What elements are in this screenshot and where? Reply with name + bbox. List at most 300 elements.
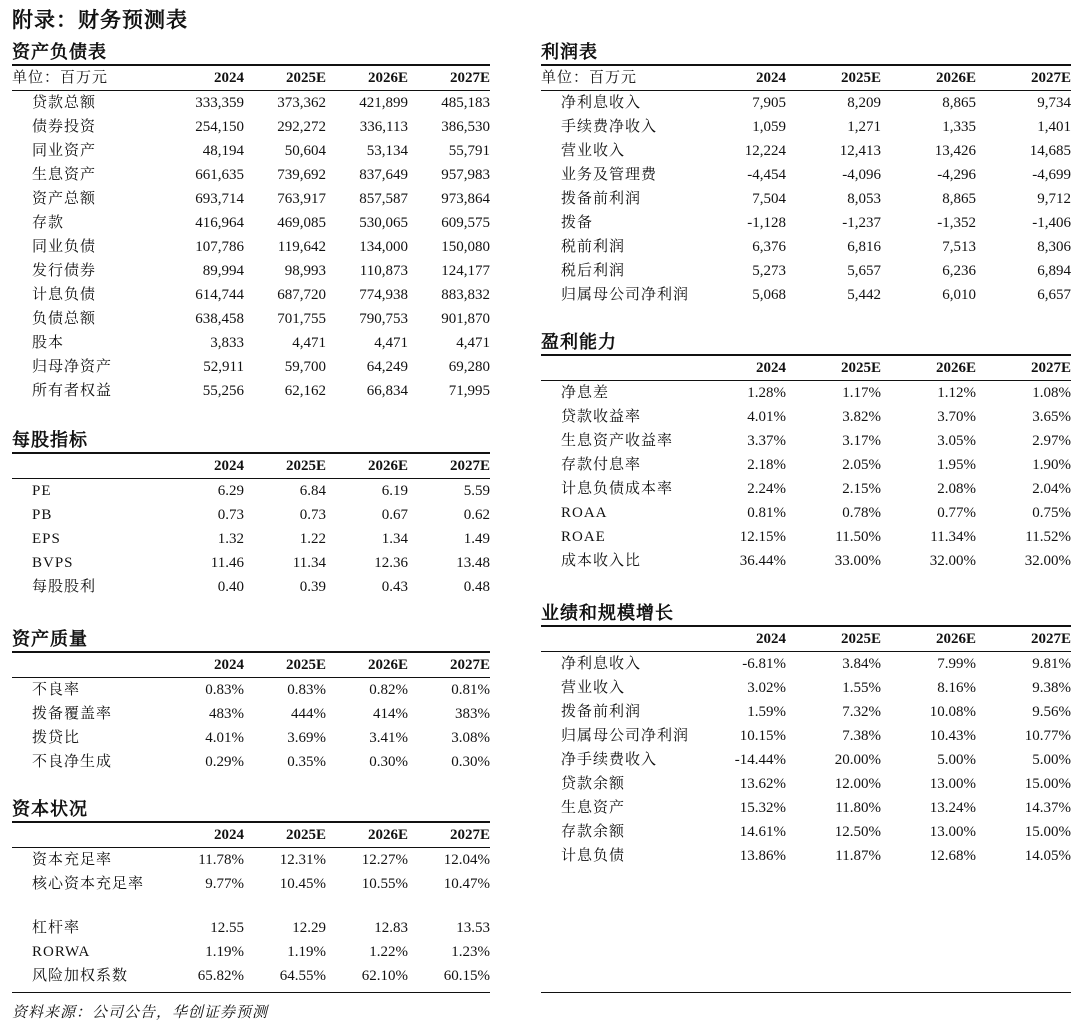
cell-value: 13.62% <box>739 776 786 792</box>
row-label: 净手续费收入 <box>561 752 658 768</box>
year-header: 2025E <box>285 70 326 86</box>
cell-value: 3.65% <box>1032 409 1071 425</box>
cell-value: 8,865 <box>942 191 976 207</box>
table-row <box>12 726 490 750</box>
unit-label <box>541 356 691 381</box>
table-row <box>12 940 490 964</box>
year-header: 2024 <box>756 70 786 86</box>
cell-value: 7,905 <box>752 95 786 111</box>
cell-value: 1.17% <box>842 385 881 401</box>
row-label: 同业负债 <box>32 239 97 255</box>
unit-label: 单位：百万元 <box>12 70 109 86</box>
cell-value: 661,635 <box>195 167 244 183</box>
cell-value: 421,899 <box>359 95 408 111</box>
unit-label: 单位：百万元 <box>541 70 638 86</box>
cell-value: 1.28% <box>747 385 786 401</box>
cell-value: 48,194 <box>202 143 244 159</box>
cell-value: 36.44% <box>739 553 786 569</box>
year-header: 2027E <box>449 827 490 843</box>
cell-value: 3,833 <box>210 335 244 351</box>
row-label: 同业资产 <box>32 143 97 159</box>
cell-value: 2.08% <box>937 481 976 497</box>
cell-value: 614,744 <box>195 287 244 303</box>
cell-value: 1.22 <box>299 531 326 547</box>
year-header: 2027E <box>1030 360 1071 376</box>
table-header-row <box>12 653 490 678</box>
table-row <box>541 405 1071 429</box>
cell-value: 9.81% <box>1032 656 1071 672</box>
table-row <box>12 872 490 896</box>
cell-value: 14.61% <box>739 824 786 840</box>
table-row <box>541 429 1071 453</box>
cell-value: 0.78% <box>842 505 881 521</box>
year-header: 2024 <box>214 458 244 474</box>
cell-value: 336,113 <box>359 119 408 135</box>
cell-value: 7.99% <box>937 656 976 672</box>
cell-value: 5.59 <box>463 483 490 499</box>
table-row <box>12 115 490 139</box>
cell-value: 10.47% <box>443 876 490 892</box>
cell-value: 11.78% <box>198 852 244 868</box>
row-label: 拨备覆盖率 <box>32 706 113 722</box>
cell-value: 5.00% <box>1032 752 1071 768</box>
cell-value: 64.55% <box>279 968 326 984</box>
cell-value: 0.83% <box>287 682 326 698</box>
cell-value: 8.16% <box>937 680 976 696</box>
cell-value: 60.15% <box>443 968 490 984</box>
row-label: 资本充足率 <box>32 852 113 868</box>
year-header: 2025E <box>285 827 326 843</box>
table-row <box>541 163 1071 187</box>
table-row <box>541 187 1071 211</box>
year-header: 2024 <box>756 360 786 376</box>
cell-value: 12.29 <box>292 920 326 936</box>
cell-value: 13.24% <box>929 800 976 816</box>
cell-value: 883,832 <box>441 287 490 303</box>
cell-value: 6,816 <box>847 239 881 255</box>
table-row <box>12 235 490 259</box>
cell-value: -14.44% <box>734 752 786 768</box>
table-header-row <box>12 823 490 848</box>
cell-value: 20.00% <box>834 752 881 768</box>
cell-value: 9.56% <box>1032 704 1071 720</box>
cell-value: 9,712 <box>1037 191 1071 207</box>
cell-value: 4.01% <box>747 409 786 425</box>
row-label: 所有者权益 <box>32 383 113 399</box>
row-label: 营业收入 <box>561 143 626 159</box>
growth-table <box>541 627 1071 868</box>
cell-value: 2.18% <box>747 457 786 473</box>
year-header: 2025E <box>840 360 881 376</box>
cell-value: 66,834 <box>366 383 408 399</box>
table-row <box>541 796 1071 820</box>
cell-value: 469,085 <box>277 215 326 231</box>
row-label: 不良净生成 <box>32 754 113 770</box>
row-label: 税后利润 <box>561 263 626 279</box>
balance-sheet-table <box>12 66 490 403</box>
cell-value: 1.19% <box>205 944 244 960</box>
year-header: 2025E <box>840 70 881 86</box>
per-share-title: 每股指标 <box>12 428 490 454</box>
cell-value: 12.00% <box>834 776 881 792</box>
cell-value: 3.82% <box>842 409 881 425</box>
cell-value: 33.00% <box>834 553 881 569</box>
row-label: ROAE <box>561 529 606 545</box>
row-label: 拨贷比 <box>32 730 81 746</box>
cell-value: 3.84% <box>842 656 881 672</box>
cell-value: 383% <box>455 706 490 722</box>
row-label: 计息负债 <box>32 287 97 303</box>
cell-value: 7,513 <box>942 239 976 255</box>
row-label: 不良率 <box>32 682 81 698</box>
unit-label <box>541 627 691 652</box>
cell-value: 254,150 <box>195 119 244 135</box>
cell-value: 857,587 <box>359 191 408 207</box>
table-row <box>12 916 490 940</box>
cell-value: 1.90% <box>1032 457 1071 473</box>
balance-sheet-section <box>12 40 490 403</box>
capital-title: 资本状况 <box>12 797 490 823</box>
cell-value: 9.38% <box>1032 680 1071 696</box>
cell-value: 59,700 <box>284 359 326 375</box>
cell-value: 386,530 <box>441 119 490 135</box>
cell-value: 1.19% <box>287 944 326 960</box>
row-label: 每股股利 <box>32 579 97 595</box>
spacer-row <box>12 896 490 916</box>
growth-title: 业绩和规模增长 <box>541 601 1071 627</box>
cell-value: -4,699 <box>1032 167 1071 183</box>
cell-value: 8,053 <box>847 191 881 207</box>
cell-value: 1.55% <box>842 680 881 696</box>
cell-value: 0.30% <box>369 754 408 770</box>
table-row <box>12 91 490 116</box>
cell-value: 1.22% <box>369 944 408 960</box>
row-label: 贷款总额 <box>32 95 97 111</box>
cell-value: 333,359 <box>195 95 244 111</box>
cell-value: 124,177 <box>441 263 490 279</box>
row-label: 存款余额 <box>561 824 626 840</box>
cell-value: 3.05% <box>937 433 976 449</box>
cell-value: 4,471 <box>456 335 490 351</box>
year-header: 2025E <box>840 631 881 647</box>
cell-value: 9,734 <box>1037 95 1071 111</box>
cell-value: 13.00% <box>929 776 976 792</box>
cell-value: 530,065 <box>359 215 408 231</box>
cell-value: 1,401 <box>1037 119 1071 135</box>
cell-value: 1.32 <box>217 531 244 547</box>
row-label: PE <box>32 483 52 499</box>
year-header: 2027E <box>1030 631 1071 647</box>
row-label: 归属母公司净利润 <box>561 728 690 744</box>
cell-value: 89,994 <box>202 263 244 279</box>
cell-value: -4,454 <box>747 167 786 183</box>
cell-value: 1,335 <box>942 119 976 135</box>
row-label: 生息资产收益率 <box>561 433 674 449</box>
table-row <box>12 527 490 551</box>
row-label: 存款 <box>32 215 65 231</box>
cell-value: 55,256 <box>202 383 244 399</box>
cell-value: 1.23% <box>451 944 490 960</box>
cell-value: 6,657 <box>1037 287 1071 303</box>
table-row <box>541 549 1071 573</box>
row-label: 债券投资 <box>32 119 97 135</box>
cell-value: 10.77% <box>1024 728 1071 744</box>
table-row <box>541 91 1071 116</box>
cell-value: 15.00% <box>1024 824 1071 840</box>
row-label: 拨备前利润 <box>561 191 642 207</box>
row-label: 计息负债 <box>561 848 626 864</box>
profitability-table <box>541 356 1071 573</box>
row-label: 计息负债成本率 <box>561 481 674 497</box>
cell-value: 150,080 <box>441 239 490 255</box>
cell-value: 1,271 <box>847 119 881 135</box>
income-table <box>541 66 1071 307</box>
row-label: 核心资本充足率 <box>32 876 145 892</box>
row-label: 拨备前利润 <box>561 704 642 720</box>
cell-value: 373,362 <box>277 95 326 111</box>
cell-value: 2.97% <box>1032 433 1071 449</box>
unit-label <box>12 454 162 479</box>
table-row <box>12 307 490 331</box>
row-label: 股本 <box>32 335 65 351</box>
row-label: 归属母公司净利润 <box>561 287 690 303</box>
year-header: 2026E <box>935 631 976 647</box>
left-bottom-rule <box>12 992 490 993</box>
cell-value: 64,249 <box>366 359 408 375</box>
table-row <box>541 259 1071 283</box>
cell-value: 3.37% <box>747 433 786 449</box>
row-label: 手续费净收入 <box>561 119 658 135</box>
cell-value: 11.46 <box>210 555 244 571</box>
cell-value: 5.00% <box>937 752 976 768</box>
cell-value: 10.15% <box>739 728 786 744</box>
cell-value: 0.83% <box>205 682 244 698</box>
cell-value: 62.10% <box>361 968 408 984</box>
table-row <box>12 187 490 211</box>
year-header: 2026E <box>935 70 976 86</box>
cell-value: 12.31% <box>279 852 326 868</box>
cell-value: 12.68% <box>929 848 976 864</box>
cell-value: 12.36 <box>374 555 408 571</box>
per-share-table <box>12 454 490 599</box>
cell-value: 2.04% <box>1032 481 1071 497</box>
cell-value: 12,224 <box>744 143 786 159</box>
table-row <box>541 700 1071 724</box>
row-label: ROAA <box>561 505 608 521</box>
cell-value: 14.37% <box>1024 800 1071 816</box>
table-row <box>12 139 490 163</box>
cell-value: 837,649 <box>359 167 408 183</box>
row-label: 拨备 <box>561 215 594 231</box>
table-row <box>541 844 1071 868</box>
row-label: 贷款收益率 <box>561 409 642 425</box>
table-row <box>541 283 1071 307</box>
cell-value: 5,442 <box>847 287 881 303</box>
cell-value: 12.83 <box>374 920 408 936</box>
row-label: 业务及管理费 <box>561 167 658 183</box>
cell-value: 119,642 <box>277 239 326 255</box>
row-label: 发行债券 <box>32 263 97 279</box>
row-label: RORWA <box>32 944 91 960</box>
cell-value: -1,237 <box>842 215 881 231</box>
year-header: 2024 <box>214 827 244 843</box>
profitability-section <box>541 330 1071 573</box>
cell-value: 957,983 <box>441 167 490 183</box>
cell-value: 8,865 <box>942 95 976 111</box>
page-title: 附录：财务预测表 <box>12 8 188 32</box>
cell-value: 14,685 <box>1029 143 1071 159</box>
capital-table <box>12 823 490 988</box>
cell-value: 1.59% <box>747 704 786 720</box>
cell-value: -4,096 <box>842 167 881 183</box>
table-row <box>12 259 490 283</box>
year-header: 2027E <box>449 70 490 86</box>
cell-value: 65.82% <box>197 968 244 984</box>
row-label: 营业收入 <box>561 680 626 696</box>
cell-value: 11.87% <box>835 848 881 864</box>
cell-value: 3.02% <box>747 680 786 696</box>
cell-value: 13.00% <box>929 824 976 840</box>
cell-value: 13.86% <box>739 848 786 864</box>
cell-value: 12.15% <box>739 529 786 545</box>
cell-value: 10.43% <box>929 728 976 744</box>
table-row <box>12 355 490 379</box>
cell-value: 11.34% <box>930 529 976 545</box>
table-header-row <box>12 66 490 91</box>
cell-value: 3.41% <box>369 730 408 746</box>
cell-value: 901,870 <box>441 311 490 327</box>
cell-value: 1.34 <box>381 531 408 547</box>
table-row <box>541 676 1071 700</box>
cell-value: 292,272 <box>277 119 326 135</box>
table-row <box>12 163 490 187</box>
cell-value: 763,917 <box>277 191 326 207</box>
table-row <box>541 820 1071 844</box>
cell-value: 71,995 <box>448 383 490 399</box>
cell-value: -1,352 <box>937 215 976 231</box>
cell-value: 4,471 <box>292 335 326 351</box>
row-label: EPS <box>32 531 61 547</box>
row-label: 负债总额 <box>32 311 97 327</box>
table-row <box>541 235 1071 259</box>
cell-value: 1.08% <box>1032 385 1071 401</box>
cell-value: 6,376 <box>752 239 786 255</box>
year-header: 2026E <box>367 458 408 474</box>
cell-value: 6,010 <box>942 287 976 303</box>
year-header: 2026E <box>935 360 976 376</box>
row-label: 税前利润 <box>561 239 626 255</box>
cell-value: 12.04% <box>443 852 490 868</box>
growth-section <box>541 601 1071 868</box>
asset-quality-table <box>12 653 490 774</box>
balance-sheet-title: 资产负债表 <box>12 40 490 66</box>
year-header: 2026E <box>367 827 408 843</box>
table-row <box>541 453 1071 477</box>
table-row <box>12 379 490 403</box>
cell-value: 12,413 <box>839 143 881 159</box>
table-row <box>12 702 490 726</box>
row-label: 净利息收入 <box>561 656 642 672</box>
row-label: 风险加权系数 <box>32 968 129 984</box>
cell-value: 2.15% <box>842 481 881 497</box>
table-row <box>12 964 490 988</box>
row-label: 生息资产 <box>561 800 626 816</box>
year-header: 2026E <box>367 70 408 86</box>
cell-value: 15.00% <box>1024 776 1071 792</box>
cell-value: 0.77% <box>937 505 976 521</box>
cell-value: 12.27% <box>361 852 408 868</box>
cell-value: 8,209 <box>847 95 881 111</box>
cell-value: 52,911 <box>203 359 244 375</box>
row-label: 归母净资产 <box>32 359 113 375</box>
cell-value: 1.95% <box>937 457 976 473</box>
year-header: 2024 <box>756 631 786 647</box>
cell-value: 693,714 <box>195 191 244 207</box>
cell-value: 3.08% <box>451 730 490 746</box>
table-header-row <box>541 627 1071 652</box>
table-header-row <box>541 356 1071 381</box>
unit-label <box>12 823 162 848</box>
cell-value: -1,128 <box>747 215 786 231</box>
cell-value: 701,755 <box>277 311 326 327</box>
cell-value: 416,964 <box>195 215 244 231</box>
cell-value: 3.17% <box>842 433 881 449</box>
table-row <box>12 551 490 575</box>
table-row <box>541 211 1071 235</box>
year-header: 2024 <box>214 657 244 673</box>
cell-value: 7,504 <box>752 191 786 207</box>
cell-value: 50,604 <box>284 143 326 159</box>
cell-value: 0.29% <box>205 754 244 770</box>
table-row <box>541 115 1071 139</box>
cell-value: 444% <box>291 706 326 722</box>
cell-value: 3.70% <box>937 409 976 425</box>
cell-value: 55,791 <box>448 143 490 159</box>
cell-value: 9.77% <box>205 876 244 892</box>
cell-value: -4,296 <box>937 167 976 183</box>
cell-value: 53,134 <box>366 143 408 159</box>
cell-value: 8,306 <box>1037 239 1071 255</box>
cell-value: 973,864 <box>441 191 490 207</box>
table-row <box>541 139 1071 163</box>
row-label: 贷款余额 <box>561 776 626 792</box>
table-row <box>541 772 1071 796</box>
table-header-row <box>541 66 1071 91</box>
cell-value: 13,426 <box>934 143 976 159</box>
cell-value: 0.75% <box>1032 505 1071 521</box>
cell-value: 5,657 <box>847 263 881 279</box>
year-header: 2024 <box>214 70 244 86</box>
table-row <box>12 848 490 873</box>
year-header: 2025E <box>285 458 326 474</box>
cell-value: 0.43 <box>381 579 408 595</box>
table-row <box>12 331 490 355</box>
row-label: 资产总额 <box>32 191 97 207</box>
cell-value: 0.67 <box>381 507 408 523</box>
cell-value: 12.50% <box>834 824 881 840</box>
cell-value: 15.32% <box>739 800 786 816</box>
cell-value: 2.24% <box>747 481 786 497</box>
cell-value: 110,873 <box>359 263 408 279</box>
cell-value: 687,720 <box>277 287 326 303</box>
profitability-title: 盈利能力 <box>541 330 1071 356</box>
cell-value: 0.30% <box>451 754 490 770</box>
cell-value: 7.38% <box>842 728 881 744</box>
row-label: BVPS <box>32 555 74 571</box>
source-note: 资料来源：公司公告，华创证券预测 <box>12 1005 269 1021</box>
cell-value: 0.81% <box>451 682 490 698</box>
cell-value: 4.01% <box>205 730 244 746</box>
